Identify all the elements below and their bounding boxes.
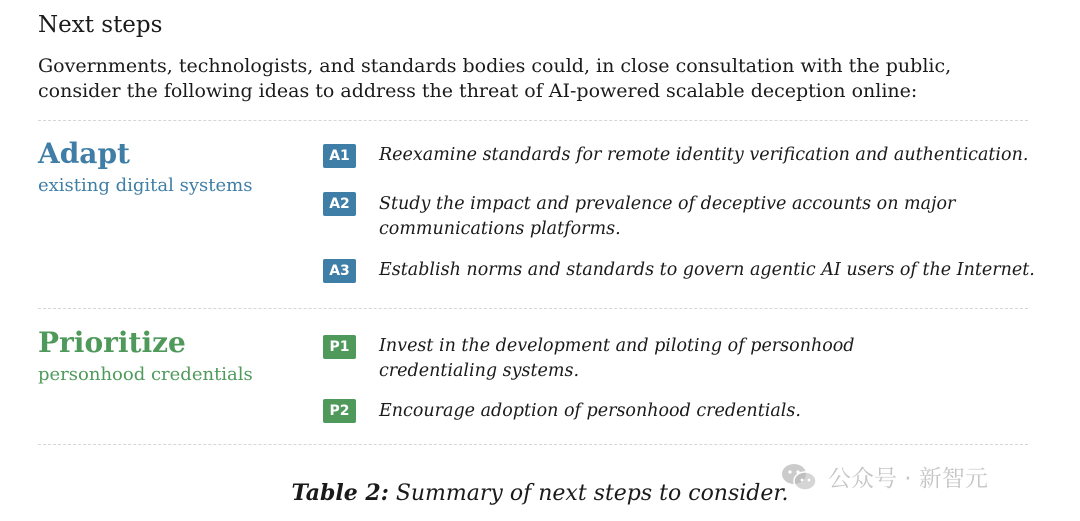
item-p2 — [379, 399, 801, 424]
badge-a1: A1 — [323, 144, 356, 168]
caption-text: Summary of next steps to consider. — [388, 481, 789, 506]
divider-top — [38, 120, 1028, 121]
item-a1 — [379, 143, 1028, 168]
badge-a3: A3 — [323, 259, 356, 283]
section-heading: Next steps — [38, 12, 163, 38]
item-a2 — [379, 192, 955, 242]
prioritize-subtitle: personhood credentials — [38, 364, 253, 385]
item-a3 — [379, 258, 1035, 283]
badge-p1: P1 — [323, 335, 356, 359]
item-a3-line-1: Establish norms and standards to govern agentic AI users of the Internet. — [379, 260, 1035, 280]
item-a2-line-2: communications platforms. — [379, 219, 621, 239]
table-caption — [0, 480, 1080, 506]
badge-a2: A2 — [323, 192, 356, 216]
divider-middle — [38, 308, 1028, 309]
intro-line-1: Governments, technologists, and standards bodies could, in close consultation with the public, — [38, 55, 952, 77]
item-a1-line-1: Reexamine standards for remote identity verification and authentication. — [379, 145, 1029, 165]
item-p2-line-1: Encourage adoption of personhood credentials. — [379, 401, 801, 421]
caption-label: Table 2: — [291, 480, 389, 506]
intro-line-2: consider the following ideas to address the threat of AI-powered scalable deception online: — [38, 80, 918, 102]
watermark-text: 公众号 · 新智元 — [828, 466, 988, 492]
adapt-title: Adapt — [38, 137, 130, 170]
item-p1 — [379, 334, 855, 384]
intro-paragraph — [38, 54, 951, 104]
badge-p2: P2 — [323, 399, 356, 423]
item-p1-line-1: Invest in the development and piloting of personhood — [379, 336, 855, 356]
prioritize-title: Prioritize — [38, 326, 186, 359]
item-a2-line-1: Study the impact and prevalence of deceptive accounts on major — [379, 194, 956, 214]
adapt-subtitle: existing digital systems — [38, 175, 253, 196]
divider-bottom — [38, 444, 1028, 445]
item-p1-line-2: credentialing systems. — [379, 361, 580, 381]
